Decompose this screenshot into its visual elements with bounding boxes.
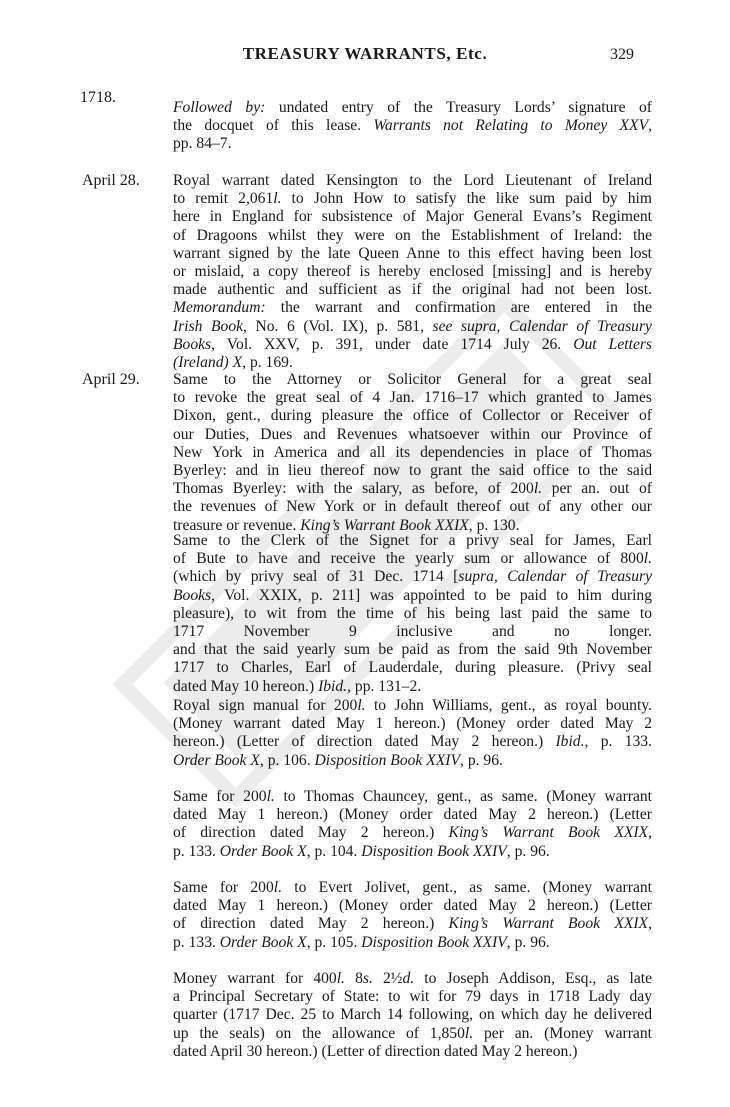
text-line: dated May 1 hereon.) (Money order dated May 2 hereon.) (Letter <box>173 806 652 824</box>
text-line: Same to the Clerk of the Signet for a privy seal for James, Earl <box>173 532 652 549</box>
text-line: made authentic and sufficient as if the original had not been lost. <box>173 281 652 299</box>
text-line: Order Book X, p. 106. Disposition Book XXIV, p. 96. <box>173 751 503 769</box>
text-line: Books, Vol. XXIX, p. 211] was appointed to be paid to him during <box>173 586 652 604</box>
text-line: p. 133. Order Book X, p. 104. Disposition Book XXIV, p. 96. <box>173 842 550 860</box>
text-line: (which by privy seal of 31 Dec. 1714 [supra, Calendar of Treasury <box>173 568 652 586</box>
text-line: 1717 to Charles, Earl of Lauderdale, during pleasure. (Privy seal <box>173 659 652 677</box>
text-line: treasure or revenue. King’s Warrant Book XXIX, p. 130. <box>173 516 520 534</box>
text-line: Same for 200l. to Thomas Chauncey, gent., as same. (Money warrant <box>173 788 653 805</box>
text-line: dated April 30 hereon.) (Letter of direction dated May 2 hereon.) <box>173 1042 578 1060</box>
text-line: Same to the Attorney or Solicitor General for a great seal <box>173 371 652 388</box>
text-line: up the seals) on the allowance of 1,850l. per an. (Money warrant <box>173 1024 652 1042</box>
entry-paragraph <box>173 172 652 372</box>
entry-paragraph <box>173 879 652 952</box>
text-line: of direction dated May 2 hereon.) King’s Warrant Book XXIX, <box>173 824 652 842</box>
entry-paragraph <box>173 371 652 535</box>
text-line: Thomas Byerley: with the salary, as before, of 200l. per an. out of <box>173 480 652 498</box>
text-line: and that the said yearly sum be paid as from the said 9th November <box>173 641 652 659</box>
running-header-title: TREASURY WARRANTS, Etc. <box>242 44 488 63</box>
text-line: Memorandum: the warrant and confirmation are entered in the <box>173 299 652 317</box>
text-line: of Dragoons whilst they were on the Establishment of Ireland: the <box>173 226 652 244</box>
text-line: dated May 10 hereon.) Ibid., pp. 131–2. <box>173 677 422 695</box>
text-line: Byerley: and in lieu thereof now to grant the said office to the said <box>173 462 652 480</box>
text-line: of Bute to have and receive the yearly sum or allowance of 800l. <box>173 550 652 568</box>
text-line: Royal sign manual for 200l. to John Williams, gent., as royal bounty. <box>173 697 652 714</box>
text-line: Royal warrant dated Kensington to the Lord Lieutenant of Ireland <box>173 172 652 189</box>
text-line: Irish Book, No. 6 (Vol. IX), p. 581, see supra, Calendar of Treasury <box>173 317 652 335</box>
text-line: (Ireland) X, p. 169. <box>173 354 293 372</box>
text-line: the docquet of this lease. Warrants not Relating to Money XXV, <box>173 117 652 135</box>
text-line: dated May 1 hereon.) (Money order dated May 2 hereon.) (Letter <box>173 897 652 915</box>
text-line: Books, Vol. XXV, p. 391, under date 1714 July 26. Out Letters <box>173 335 653 353</box>
text-line: Same for 200l. to Evert Jolivet, gent., as same. (Money warrant <box>173 879 652 896</box>
entry-paragraph <box>173 970 652 1061</box>
text-line: here in England for subsistence of Major General Evans’s Regiment <box>173 208 652 226</box>
text-line: or mislaid, a copy thereof is hereby enclosed [missing] and is hereby <box>173 263 652 281</box>
text-line: warrant signed by the late Queen Anne to this effect having been lost <box>173 244 652 262</box>
text-line: pp. 84–7. <box>173 135 232 153</box>
text-line: hereon.) (Letter of direction dated May 2 hereon.) Ibid., p. 133. <box>173 733 652 751</box>
text-line: our Duties, Dues and Revenues whatsoever within our Province of <box>173 425 652 443</box>
text-line: pleasure), to wit from the time of his being last paid the same to <box>173 604 652 622</box>
text-line: p. 133. Order Book X, p. 105. Disposition Book XXIV, p. 96. <box>173 933 550 951</box>
entry-paragraph <box>173 788 652 861</box>
text-line: a Principal Secretary of State: to wit for 79 days in 1718 Lady day <box>173 988 652 1006</box>
text-line: 1717 November 9 inclusive and no longer. <box>173 623 652 641</box>
entry-paragraph <box>173 697 652 770</box>
text-line: quarter (1717 Dec. 25 to March 14 following, on which day he delivered <box>173 1006 652 1024</box>
entry-paragraph <box>173 99 652 154</box>
text-line: the revenues of New York or in default thereof out of any other our <box>173 498 652 516</box>
text-line: of direction dated May 2 hereon.) King’s Warrant Book XXIX, <box>173 915 652 933</box>
text-line: New York in America and all its dependencies in place of Thomas <box>173 443 652 461</box>
text-line: Money warrant for 400l. 8s. 2½d. to Joseph Addison, Esq., as late <box>173 970 652 987</box>
page-number: 329 <box>610 46 634 63</box>
text-line: Dixon, gent., during pleasure the office of Collector or Receiver of <box>173 407 652 425</box>
text-line: Followed by: undated entry of the Treasury Lords’ signature of <box>173 99 652 116</box>
text-line: to remit 2,061l. to John How to satisfy the like sum paid by him <box>173 190 653 208</box>
header-year: 1718. <box>80 89 116 106</box>
text-line: to revoke the great seal of 4 Jan. 1716–17 which granted to James <box>173 389 652 407</box>
entry-date: April 29. <box>82 371 140 388</box>
entry-paragraph <box>173 532 652 696</box>
entry-date: April 28. <box>82 172 140 189</box>
text-line: (Money warrant dated May 1 hereon.) (Money order dated May 2 <box>173 715 652 733</box>
